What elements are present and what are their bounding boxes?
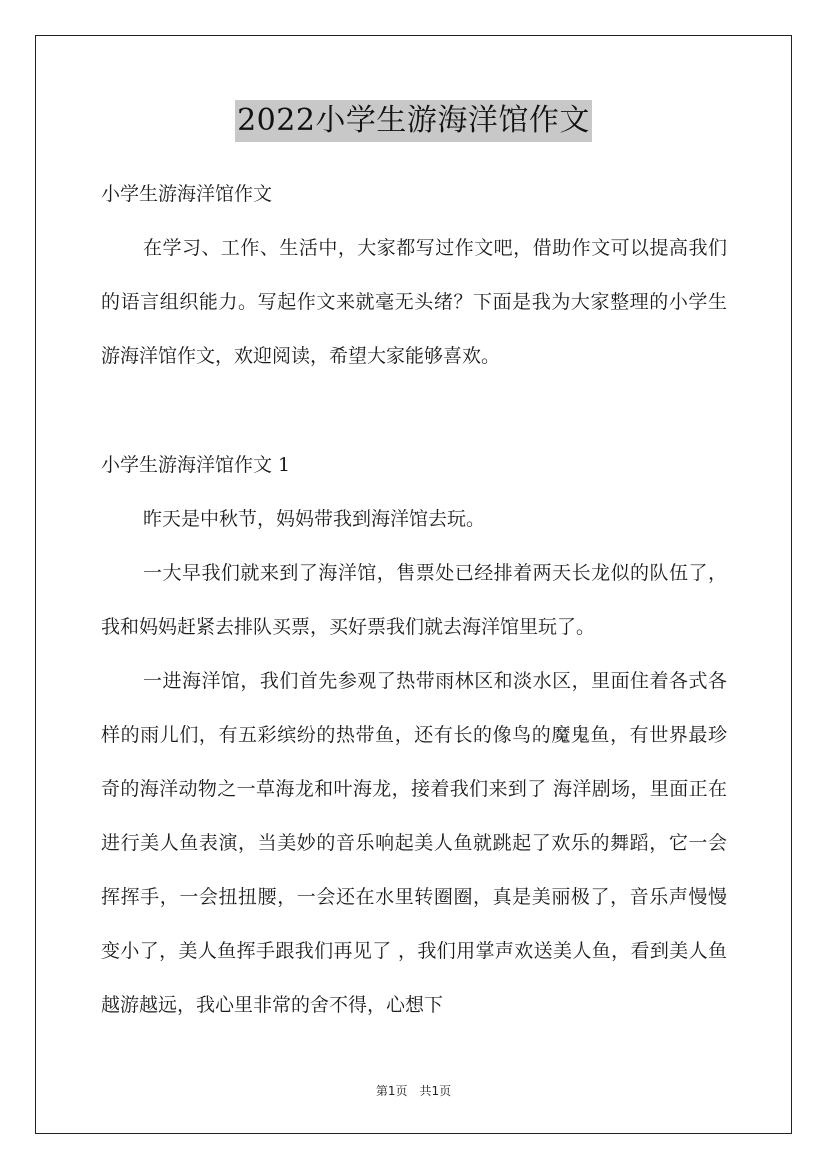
paragraph-1: 昨天是中秋节，妈妈带我到海洋馆去玩。 bbox=[143, 508, 486, 530]
paragraph-2: 一大早我们就来到了海洋馆，售票处已经排着两天长龙似的队伍了，我和妈妈赶紧去排队买票，买好票我们就去海洋馆里玩了。 bbox=[101, 562, 727, 638]
page-footer: 第1页 共1页 bbox=[375, 1084, 452, 1098]
paragraph-3: 一进海洋馆，我们首先参观了热带雨林区和淡水区，里面住着各式各样的雨儿们，有五彩缤纷的热带鱼，还有长的像鸟的魔鬼鱼，有世界最珍奇的海洋动物之一草海龙和叶海龙，接着我们来到了 海洋剧场，里面正在进行美人鱼表演，当美妙的音乐响起美人鱼就跳起了欢乐的舞蹈，它一会挥挥手，一会扭扭腰，一会还在水里转圈圈，真是美丽极了，音乐声慢慢变小了，美人鱼挥手跟我们再见了 ，我们用掌声欢送美人鱼，看到美人鱼越游越远，我心里非常的舍不得，心想下 bbox=[101, 670, 727, 1016]
document-heading: 小学生游海洋馆作文 bbox=[101, 183, 273, 205]
title-container bbox=[0, 100, 827, 142]
document-title: 2022小学生游海洋馆作文 bbox=[235, 100, 592, 142]
section-title: 小学生游海洋馆作文 1 bbox=[101, 454, 291, 476]
intro-paragraph: 在学习、工作、生活中，大家都写过作文吧，借助作文可以提高我们的语言组织能力。写起作文来就毫无头绪？下面是我为大家整理的小学生游海洋馆作文，欢迎阅读，希望大家能够喜欢。 bbox=[101, 237, 727, 367]
